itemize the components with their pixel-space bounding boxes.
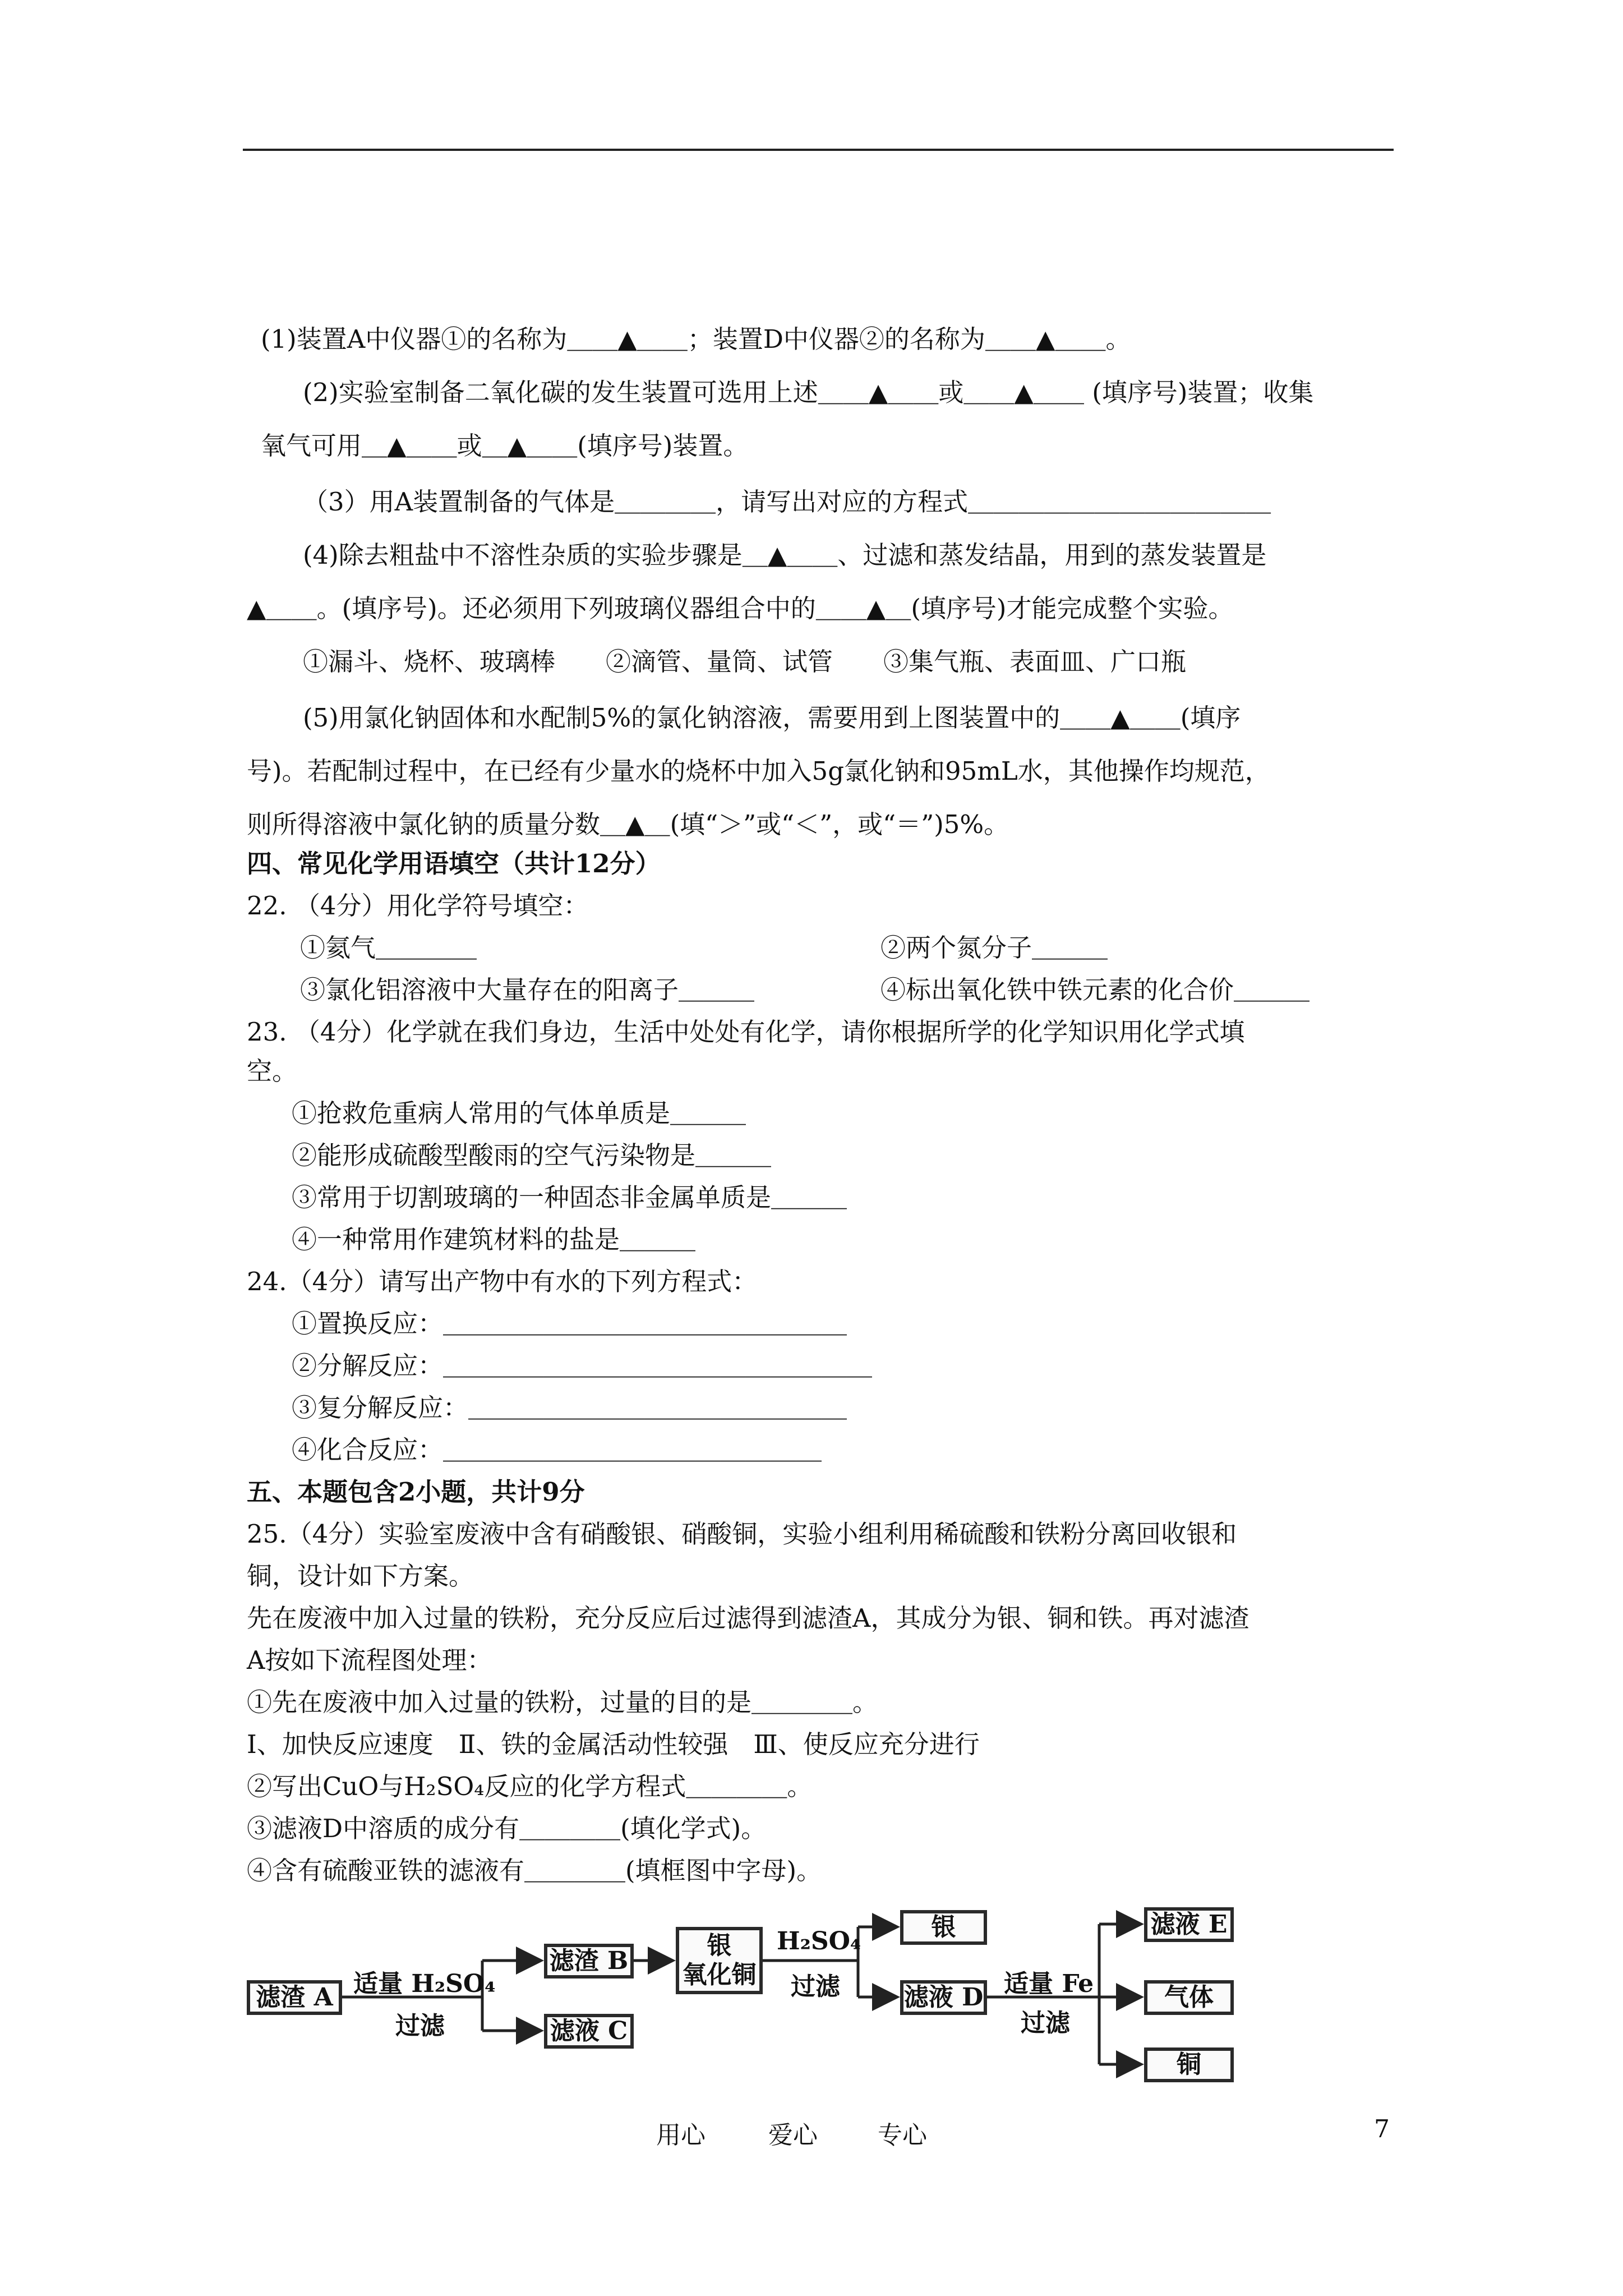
footer-middle: 爱心 — [768, 2121, 818, 2150]
q25-stem-b: 铜，设计如下方案。 — [247, 1561, 474, 1591]
q21-part4-b: ▲＿＿。(填序号)。还必须用下列玻璃仪器组合中的＿＿▲＿(填序号)才能完成整个实验。 — [247, 593, 1234, 623]
box-gas: 气体 — [1144, 1980, 1234, 2015]
q25-item2: ②写出CuO与H₂SO₄反应的化学方程式＿＿＿＿。 — [247, 1772, 813, 1801]
q22-item3: ③氯化铝溶液中大量存在的阳离子＿＿＿ — [300, 975, 755, 1005]
q24-stem: 24.（4分）请写出产物中有水的下列方程式： — [247, 1267, 758, 1296]
q21-part2-a: (2)实验室制备二氧化碳的发生装置可选用上述＿＿▲＿＿或＿＿▲＿＿ (填序号)装置；收集 — [303, 378, 1314, 407]
footer-right: 专心 — [878, 2121, 927, 2150]
q24-item3: ③复分解反应：＿＿＿＿＿＿＿＿＿＿＿＿＿＿＿ — [292, 1393, 847, 1423]
q21-part5-a: (5)用氯化钠固体和水配制5%的氯化钠溶液，需要用到上图装置中的＿＿▲＿＿(填序 — [303, 703, 1241, 733]
step3-operation-label: 过滤 — [1021, 2009, 1070, 2037]
q23-stem-b: 空。 — [247, 1056, 298, 1086]
q25-stem-c: 先在废液中加入过量的铁粉，充分反应后过滤得到滤渣A，其成分为银、铜和铁。再对滤渣 — [247, 1603, 1249, 1633]
box-filtrate-d: 滤液 D — [900, 1980, 987, 2015]
box-residue-a: 滤渣 A — [247, 1980, 342, 2015]
q21-part2-b: 氧气可用＿▲＿＿或＿▲＿＿(填序号)装置。 — [261, 431, 749, 461]
q21-part1: (1)装置A中仪器①的名称为＿＿▲＿＿；装置D中仪器②的名称为＿＿▲＿＿。 — [261, 324, 1131, 354]
step1-reagent-label: 适量 H₂SO₄ — [353, 1970, 496, 1998]
step2-reagent-label: H₂SO₄ — [777, 1927, 861, 1955]
q25-stem-a: 25.（4分）实验室废液中含有硝酸银、硝酸铜，实验小组利用稀硫酸和铁粉分离回收银和 — [247, 1519, 1237, 1549]
q25-item3: ③滤液D中溶质的成分有＿＿＿＿(填化学式)。 — [247, 1814, 767, 1843]
box-silver-copper-oxide: 银 氧化铜 — [676, 1927, 763, 1994]
q25-item4: ④含有硫酸亚铁的滤液有＿＿＿＿(填框图中字母)。 — [247, 1856, 822, 1885]
header-rule — [243, 149, 1394, 151]
q23-item3: ③常用于切割玻璃的一种固态非金属单质是＿＿＿ — [292, 1182, 847, 1212]
box-silver: 银 — [900, 1910, 987, 1945]
section-five-heading: 五、本题包含2小题，共计9分 — [247, 1477, 585, 1507]
footer-left: 用心 — [656, 2121, 706, 2150]
q23-stem-a: 23. （4分）化学就在我们身边，生活中处处有化学，请你根据所学的化学知识用化学式填 — [247, 1017, 1245, 1047]
q24-item1: ①置换反应：＿＿＿＿＿＿＿＿＿＿＿＿＿＿＿＿ — [292, 1309, 847, 1338]
q22-item2: ②两个氮分子＿＿＿ — [880, 933, 1108, 963]
q22-stem: 22. （4分）用化学符号填空： — [247, 891, 589, 921]
q25-stem-d: A按如下流程图处理： — [247, 1645, 492, 1675]
q23-item1: ①抢救危重病人常用的气体单质是＿＿＿ — [292, 1098, 746, 1128]
q23-item2: ②能形成硫酸型酸雨的空气污染物是＿＿＿ — [292, 1140, 772, 1170]
q23-item4: ④一种常用作建筑材料的盐是＿＿＿ — [292, 1225, 696, 1254]
section-four-heading: 四、常见化学用语填空（共计12分） — [247, 849, 661, 878]
q25-item1: ①先在废液中加入过量的铁粉，过量的目的是＿＿＿＿。 — [247, 1687, 878, 1717]
q21-part3: （3）用A装置制备的气体是＿＿＿＿，请写出对应的方程式＿＿＿＿＿＿＿＿＿＿＿＿ — [303, 487, 1271, 517]
q24-item4: ④化合反应：＿＿＿＿＿＿＿＿＿＿＿＿＿＿＿ — [292, 1435, 822, 1465]
q24-item2: ②分解反应：＿＿＿＿＿＿＿＿＿＿＿＿＿＿＿＿＿ — [292, 1351, 873, 1381]
box-residue-b: 滤渣 B — [544, 1944, 634, 1978]
step1-operation-label: 过滤 — [395, 2012, 445, 2040]
q21-part4-a: (4)除去粗盐中不溶性杂质的实验步骤是＿▲＿＿、过滤和蒸发结晶，用到的蒸发装置是 — [303, 540, 1267, 570]
q21-part5-b: 号)。若配制过程中，在已经有少量水的烧杯中加入5g氯化钠和95mL水，其他操作均规范， — [247, 756, 1270, 786]
page-number: 7 — [1374, 2115, 1390, 2143]
box-copper: 铜 — [1144, 2047, 1234, 2082]
q21-part5-c: 则所得溶液中氯化钠的质量分数＿▲＿(填“＞”或“＜”，或“＝”)5%。 — [247, 809, 1009, 839]
step3-reagent-label: 适量 Fe — [1004, 1970, 1094, 1998]
box-filtrate-e: 滤液 E — [1144, 1907, 1234, 1942]
q21-part4-options: ①漏斗、烧杯、玻璃棒 ②滴管、量筒、试管 ③集气瓶、表面皿、广口瓶 — [303, 647, 1187, 677]
step2-operation-label: 过滤 — [791, 1972, 840, 2001]
box-filtrate-c: 滤液 C — [544, 2014, 634, 2049]
q22-item1: ①氦气＿＿＿＿ — [300, 933, 477, 963]
q22-item4: ④标出氧化铁中铁元素的化合价＿＿＿ — [880, 975, 1310, 1005]
q25-item1-options: Ⅰ、加快反应速度 Ⅱ、铁的金属活动性较强 Ⅲ、使反应充分进行 — [247, 1729, 980, 1759]
